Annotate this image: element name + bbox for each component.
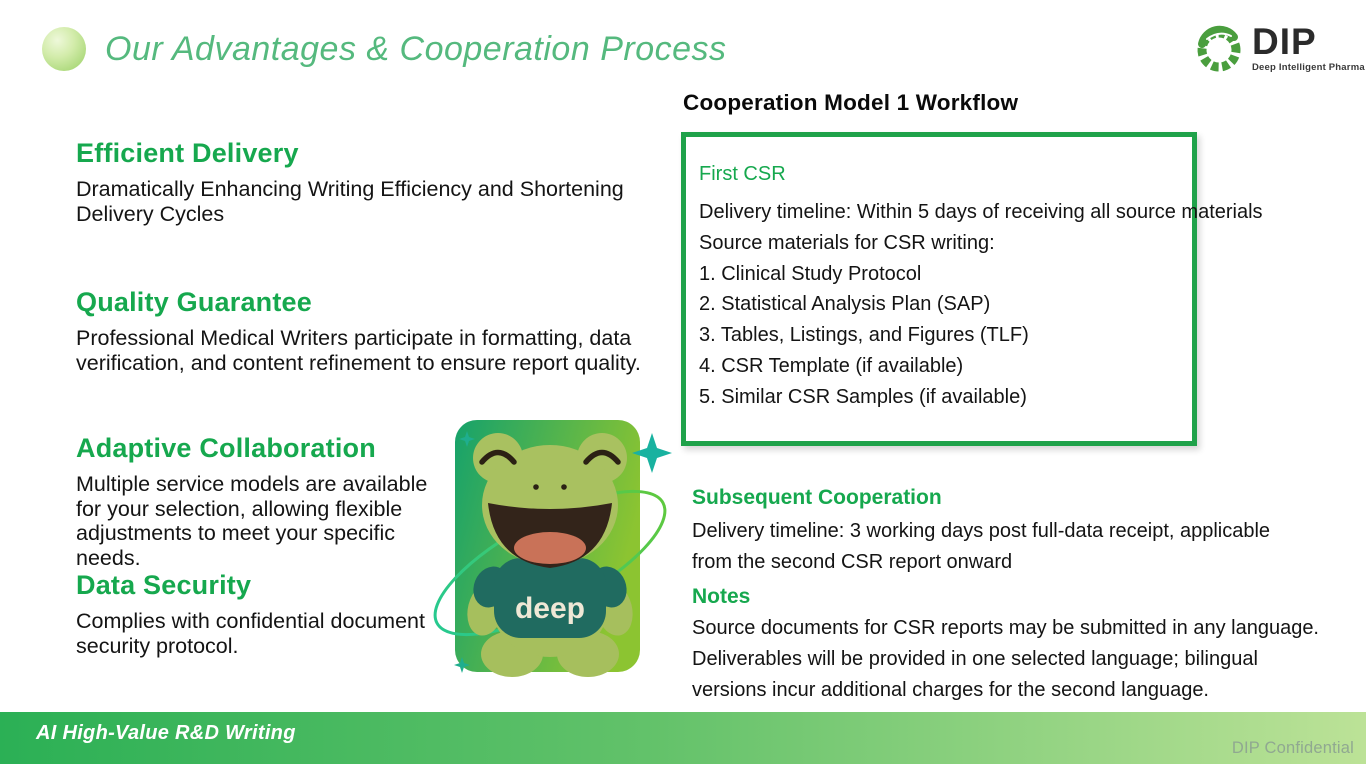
first-csr-title: First CSR <box>699 163 786 185</box>
advantage-body: Professional Medical Writers participate in formatting, data verification, and content refinement to ensure report quality. <box>76 326 641 375</box>
notes-line: Source documents for CSR reports may be submitted in any language. <box>692 617 1319 639</box>
first-csr-box <box>681 132 1263 446</box>
advantage-data-security <box>76 570 444 658</box>
green-sphere-icon <box>42 27 86 71</box>
advantage-adaptive-collaboration <box>76 433 438 570</box>
notes-title: Notes <box>692 585 751 608</box>
subsequent-line: from the second CSR report onward <box>692 551 1013 573</box>
logo-name: DIP <box>1252 21 1317 62</box>
dip-logo <box>1193 21 1365 76</box>
confidential-label: DIP Confidential <box>1231 739 1354 757</box>
source-material-item: 2. Statistical Analysis Plan (SAP) <box>699 293 991 316</box>
workflow-heading: Cooperation Model 1 Workflow <box>683 90 1019 115</box>
subsequent-and-notes <box>692 486 1332 706</box>
notes-line: Deliverables will be provided in one selected language; bilingual <box>692 648 1258 670</box>
source-material-item: 5. Similar CSR Samples (if available) <box>699 385 1027 408</box>
page-title: Our Advantages & Cooperation Process <box>105 30 727 68</box>
deep-frog-mascot-illustration <box>420 411 720 696</box>
advantage-title: Quality Guarantee <box>76 287 312 317</box>
advantage-body: Complies with confidential document security protocol. <box>76 609 425 658</box>
subsequent-line: Delivery timeline: 3 working days post full-data receipt, applicable <box>692 520 1271 542</box>
advantage-title: Data Security <box>76 570 252 600</box>
first-csr-source-label: Source materials for CSR writing: <box>699 231 995 254</box>
advantage-title: Efficient Delivery <box>76 138 299 168</box>
advantage-body: Dramatically Enhancing Writing Efficiency and Shortening Delivery Cycles <box>76 177 624 226</box>
footer-label: AI High-Value R&D Writing <box>36 722 296 744</box>
mascot-shirt-text: deep <box>514 592 586 625</box>
dip-logo-text <box>1252 21 1365 74</box>
first-csr-delivery: Delivery timeline: Within 5 days of receiving all source materials <box>699 201 1263 223</box>
source-material-item: 3. Tables, Listings, and Figures (TLF) <box>699 324 1029 347</box>
notes-line: versions incur additional charges for the second language. <box>692 679 1209 701</box>
subsequent-cooperation-title: Subsequent Cooperation <box>692 486 942 509</box>
advantage-body: Multiple service models are available for your selection, allowing flexible adjustments to meet your specific needs. <box>76 472 428 570</box>
logo-tagline: Deep Intelligent Pharma <box>1252 62 1365 74</box>
source-material-item: 4. CSR Template (if available) <box>699 354 964 377</box>
advantage-quality-guarantee <box>76 287 666 375</box>
dip-logo-icon <box>1193 24 1245 76</box>
advantage-efficient-delivery <box>76 138 644 226</box>
advantage-title: Adaptive Collaboration <box>76 433 376 463</box>
source-material-item: 1. Clinical Study Protocol <box>699 262 922 285</box>
